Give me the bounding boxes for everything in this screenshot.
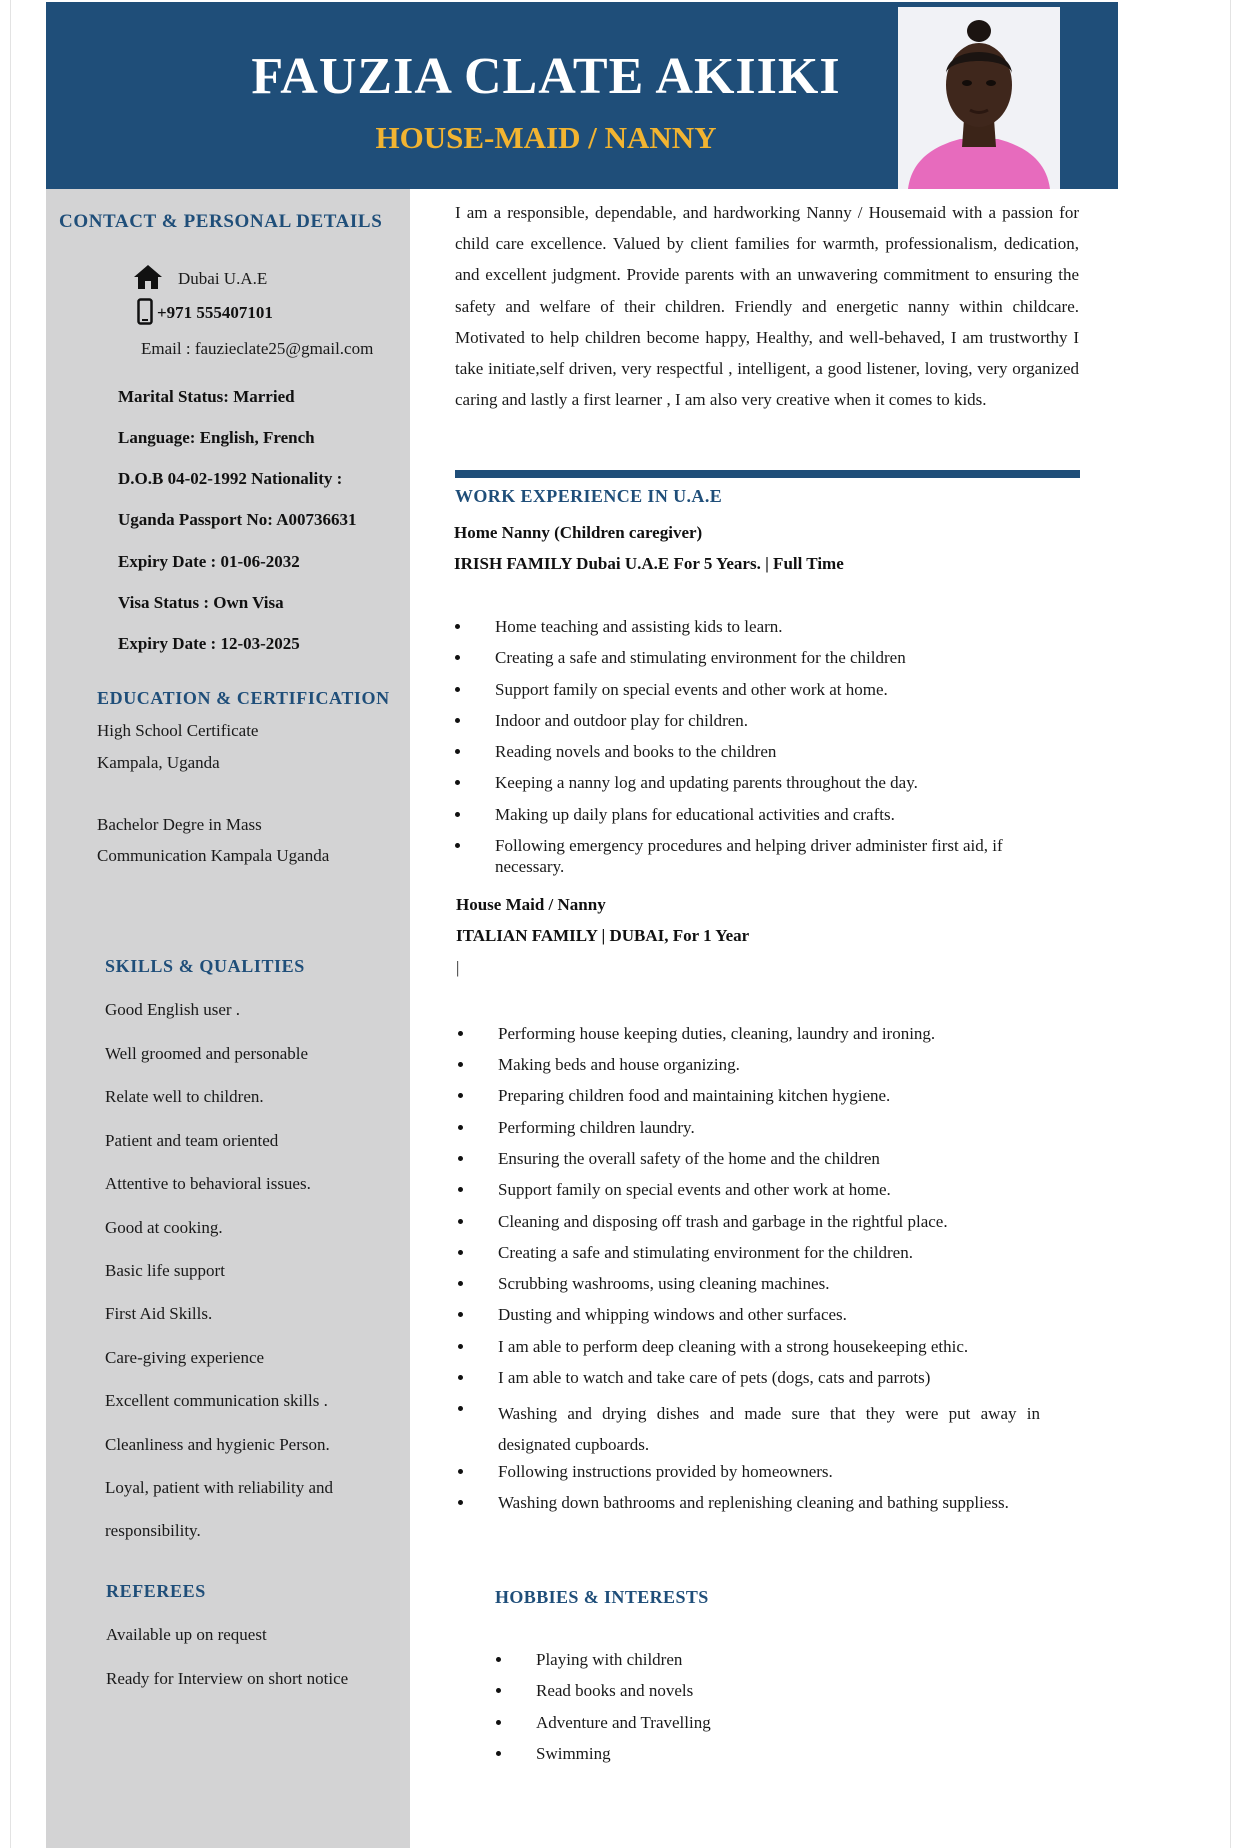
job1-duty: Home teaching and assisting kids to learn. xyxy=(495,616,1085,637)
job1-duty: Support family on special events and other work at home. xyxy=(495,679,1085,700)
professional-summary: I am a responsible, dependable, and hardworking Nanny / Housemaid with a passion for child care excellence. Valued by client families for warmth, professionalism, dedication, and excellent judgment. Provide parents with an unwavering commitment to ensuring the safety and welfare of their children. Friendly and energetic nanny within childcare. Motivated to help children become happy, Healthy, and well-behaved, I am trustworthy I take initiate,self driven, very respectful , intelligent, a good listener, loving, very organized caring and lastly a first learner , I am also very creative when it comes to kids. xyxy=(455,203,1079,410)
job1-duty: Following emergency procedures and helping driver administer first aid, if necessary. xyxy=(495,835,1055,877)
education-line: Bachelor Degre in Mass xyxy=(97,815,262,834)
visa-status: Visa Status : Own Visa xyxy=(118,593,284,612)
skill-item: Good English user . xyxy=(105,1000,241,1019)
skill-item: Loyal, patient with reliability and xyxy=(105,1478,334,1497)
skill-item: responsibility. xyxy=(105,1521,201,1540)
job2-duty: Washing and drying dishes and made sure that they were put away in designated cupboards. xyxy=(498,1398,1040,1460)
job1-title: Home Nanny (Children caregiver) xyxy=(454,523,703,542)
job2-separator: | xyxy=(456,958,460,977)
job2-duty: Support family on special events and other work at home. xyxy=(498,1179,1088,1200)
hobby-item: Playing with children xyxy=(536,1649,936,1670)
skill-item: First Aid Skills. xyxy=(105,1304,213,1323)
job2-duty: Following instructions provided by homeowners. xyxy=(498,1461,1088,1482)
job1-duty: Creating a safe and stimulating environment for the children xyxy=(495,647,1085,668)
education-heading: EDUCATION & CERTIFICATION xyxy=(97,688,390,708)
job2-duty: Ensuring the overall safety of the home and the children xyxy=(498,1148,1088,1169)
job2-duty: I am able to perform deep cleaning with a strong housekeeping ethic. xyxy=(498,1336,1088,1357)
page-edge-right xyxy=(1230,0,1231,1848)
job2-duty: Performing children laundry. xyxy=(498,1117,1088,1138)
job1-duty: Keeping a nanny log and updating parents throughout the day. xyxy=(495,772,1085,793)
hobbies-heading: HOBBIES & INTERESTS xyxy=(495,1587,709,1607)
education-line: High School Certificate xyxy=(97,721,259,740)
job2-duty: I am able to watch and take care of pets (dogs, cats and parrots) xyxy=(498,1367,1088,1388)
education-line: Kampala, Uganda xyxy=(97,753,220,772)
skill-item: Attentive to behavioral issues. xyxy=(105,1174,311,1193)
phone-icon xyxy=(137,298,153,325)
section-divider xyxy=(455,470,1080,478)
job1-duty: Indoor and outdoor play for children. xyxy=(495,710,1085,731)
hobby-item: Adventure and Travelling xyxy=(536,1712,936,1733)
email-text: Email : fauzieclate25@gmail.com xyxy=(141,339,374,358)
portrait-illustration xyxy=(898,7,1060,189)
job2-employer: ITALIAN FAMILY | DUBAI, For 1 Year xyxy=(456,926,750,945)
skills-heading: SKILLS & QUALITIES xyxy=(105,956,305,976)
location-text: Dubai U.A.E xyxy=(178,269,268,288)
page-edge-left xyxy=(10,0,11,1848)
skill-item: Relate well to children. xyxy=(105,1087,264,1106)
skill-item: Care-giving experience xyxy=(105,1348,265,1367)
job1-duty: Making up daily plans for educational activities and crafts. xyxy=(495,804,1085,825)
candidate-name: FAUZIA CLATE AKIIKI xyxy=(251,48,841,105)
marital-status: Marital Status: Married xyxy=(118,387,295,406)
referee-item: Available up on request xyxy=(106,1625,267,1644)
passport-number: Uganda Passport No: A00736631 xyxy=(118,510,357,529)
referee-item: Ready for Interview on short notice xyxy=(106,1669,349,1688)
skill-item: Good at cooking. xyxy=(105,1218,223,1237)
job-title: HOUSE-MAID / NANNY xyxy=(375,120,717,155)
job2-duty: Making beds and house organizing. xyxy=(498,1054,1088,1075)
passport-expiry: Expiry Date : 01-06-2032 xyxy=(118,552,300,571)
dob-nationality: D.O.B 04-02-1992 Nationality : xyxy=(118,469,343,488)
job2-duty: Washing down bathrooms and replenishing cleaning and bathing suppliess. xyxy=(498,1492,1088,1513)
home-icon xyxy=(133,264,163,290)
job2-duty: Preparing children food and maintaining kitchen hygiene. xyxy=(498,1085,1088,1106)
contact-heading: CONTACT & PERSONAL DETAILS xyxy=(59,211,383,232)
skill-item: Excellent communication skills . xyxy=(105,1391,328,1410)
job2-duty: Dusting and whipping windows and other surfaces. xyxy=(498,1304,1088,1325)
job1-employer: IRISH FAMILY Dubai U.A.E For 5 Years. | Full Time xyxy=(454,554,844,573)
job2-duty: Cleaning and disposing off trash and garbage in the rightful place. xyxy=(498,1211,1088,1232)
skill-item: Patient and team oriented xyxy=(105,1131,279,1150)
job2-duty: Scrubbing washrooms, using cleaning machines. xyxy=(498,1273,1088,1294)
hobby-item: Read books and novels xyxy=(536,1680,936,1701)
skill-item: Basic life support xyxy=(105,1261,225,1280)
phone-number: +971 555407101 xyxy=(157,303,273,322)
education-line: Communication Kampala Uganda xyxy=(97,846,330,865)
referees-heading: REFEREES xyxy=(106,1581,206,1601)
job2-title: House Maid / Nanny xyxy=(456,895,606,914)
job1-duty: Reading novels and books to the children xyxy=(495,741,1085,762)
hobby-item: Swimming xyxy=(536,1743,936,1764)
job2-duty: Creating a safe and stimulating environment for the children. xyxy=(498,1242,1088,1263)
skill-item: Well groomed and personable xyxy=(105,1044,309,1063)
languages: Language: English, French xyxy=(118,428,315,447)
portrait-photo xyxy=(898,7,1060,189)
work-experience-heading: WORK EXPERIENCE IN U.A.E xyxy=(455,486,723,506)
job2-duty: Performing house keeping duties, cleaning, laundry and ironing. xyxy=(498,1023,1088,1044)
visa-expiry: Expiry Date : 12-03-2025 xyxy=(118,634,300,653)
header-banner xyxy=(46,2,1118,189)
skill-item: Cleanliness and hygienic Person. xyxy=(105,1435,330,1454)
